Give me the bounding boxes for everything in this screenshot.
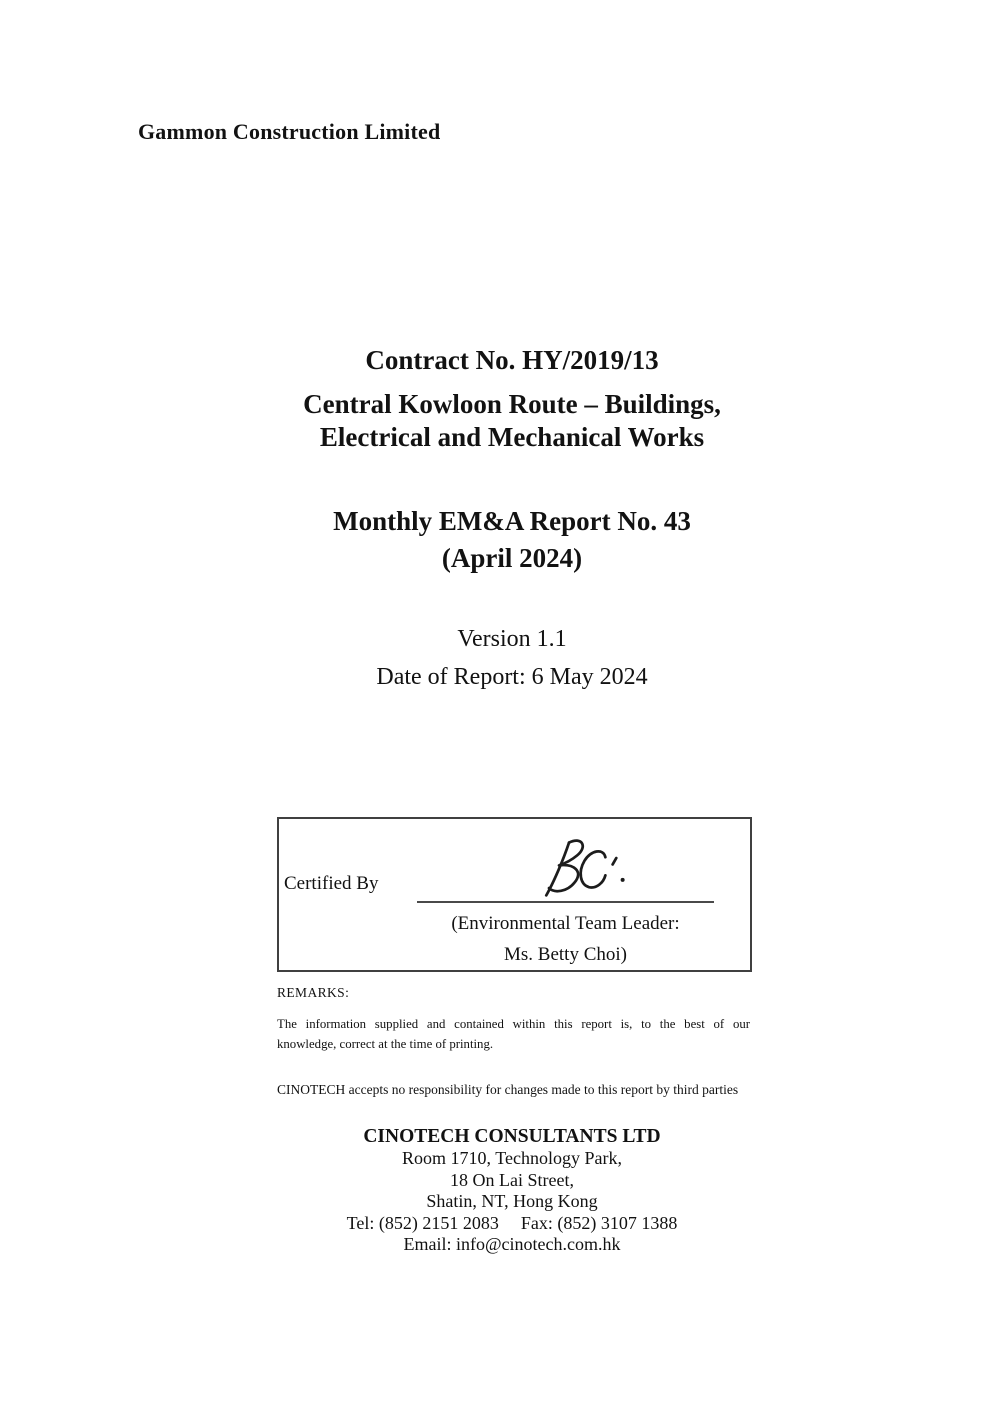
consultant-address-line2: 18 On Lai Street, (450, 1169, 574, 1190)
handwritten-signature-icon (529, 837, 629, 901)
remarks-heading: REMARKS: (277, 985, 350, 1000)
consultant-tel-fax (138, 1213, 886, 1235)
consultant-tel: Tel: (852) 2151 2083 (346, 1212, 499, 1233)
consultant-company-name: CINOTECH CONSULTANTS LTD (363, 1126, 661, 1147)
signature-line (417, 901, 714, 903)
consultant-address-line3: Shatin, NT, Hong Kong (426, 1191, 598, 1211)
certified-by-label: Certified By (284, 873, 379, 894)
consultant-address-line1: Room 1710, Technology Park, (402, 1148, 622, 1168)
project-title-line1: Central Kowloon Route – Buildings, (303, 389, 721, 419)
remarks-statement (277, 1014, 750, 1054)
consultant-email: Email: info@cinotech.com.hk (403, 1234, 621, 1254)
title-block (138, 344, 886, 454)
report-title-block (138, 503, 886, 577)
signatory-role: (Environmental Team Leader: (451, 913, 680, 934)
contractor-company-name: Gammon Construction Limited (138, 119, 441, 144)
consultant-fax: Fax: (852) 3107 1388 (520, 1212, 678, 1233)
signatory-name: Ms. Betty Choi) (504, 944, 627, 965)
version-block (138, 620, 886, 696)
remarks-statement-line2: knowledge, correct at the time of printing. (277, 1037, 494, 1051)
certification-box (277, 817, 752, 972)
consultant-footer (138, 1126, 886, 1256)
contract-number: Contract No. HY/2019/13 (365, 345, 659, 375)
report-date: Date of Report: 6 May 2024 (376, 664, 648, 690)
signature-image (529, 837, 629, 901)
project-title-line2: Electrical and Mechanical Works (319, 422, 705, 452)
report-title: Monthly EM&A Report No. 43 (333, 506, 691, 536)
third-party-disclaimer: CINOTECH accepts no responsibility for changes made to this report by third parties (277, 1082, 739, 1097)
report-version: Version 1.1 (457, 626, 567, 652)
report-month: (April 2024) (441, 543, 583, 573)
remarks-statement-line1: The information supplied and contained within this report is, to the best of our (277, 1017, 750, 1031)
